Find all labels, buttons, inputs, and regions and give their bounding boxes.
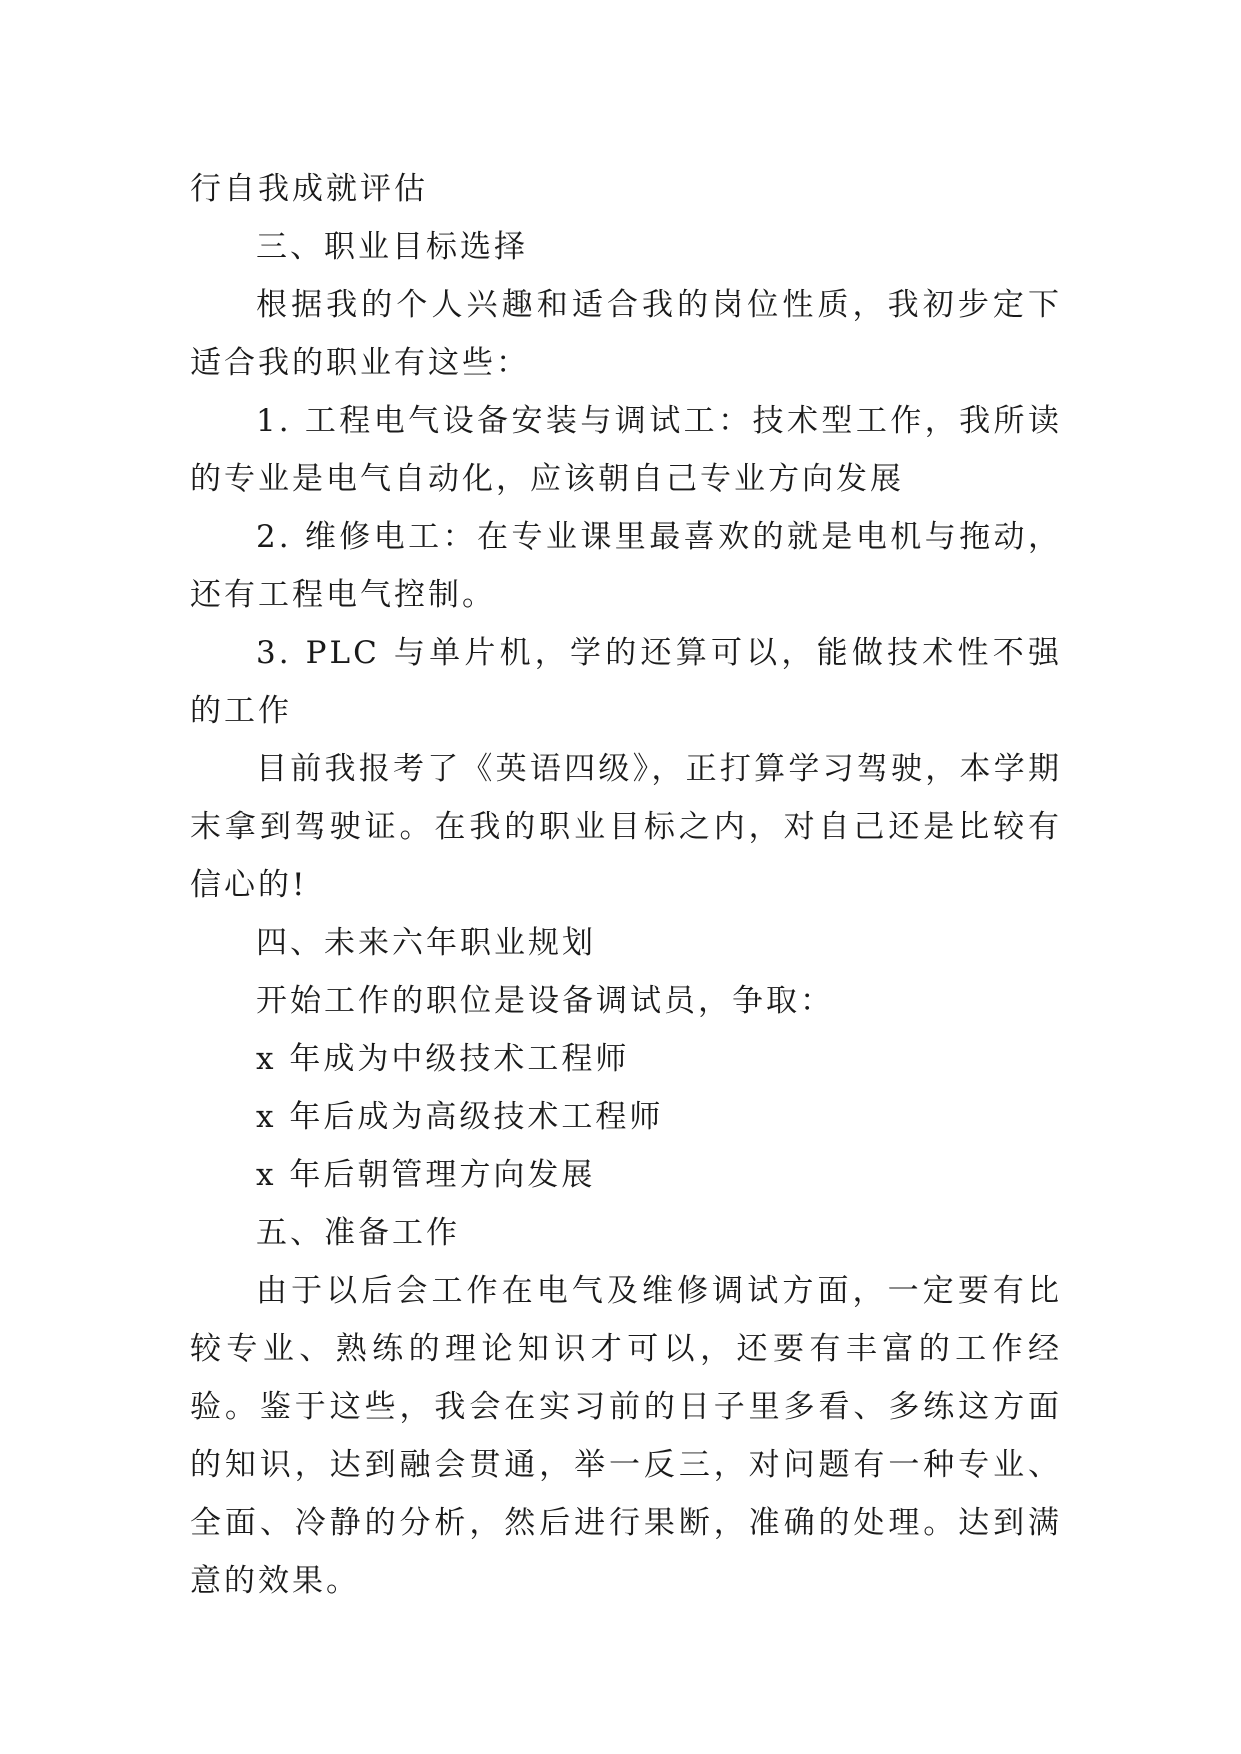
paragraph-career-intro: 根据我的个人兴趣和适合我的岗位性质，我初步定下适合我的职业有这些： (190, 287, 1062, 381)
section-heading-career-goal: 三、职业目标选择 (256, 229, 528, 265)
paragraph-preparation: 由于以后会工作在电气及维修调试方面，一定要有比较专业、熟练的理论知识才可以，还要有丰富的工作经验。鉴于这些，我会在实习前的日子里多看、多练这方面的知识，达到融会贯通，举一反三，对问题有一种专业、全面、冷静的分析，然后进行果断，准确的处理。达到满意的效果。 (190, 1273, 1062, 1599)
paragraph-current-plans: 目前我报考了《英语四级》，正打算学习驾驶，本学期末拿到驾驶证。在我的职业目标之内，对自己还是比较有信心的! (190, 751, 1062, 903)
list-item-3: 3. PLC 与单片机，学的还算可以，能做技术性不强的工作 (190, 635, 1062, 729)
section-heading-six-year-plan: 四、未来六年职业规划 (256, 925, 596, 961)
section-heading-preparation: 五、准备工作 (256, 1215, 460, 1251)
list-item-1: 1. 工程电气设备安装与调试工：技术型工作，我所读的专业是电气自动化，应该朝自己专业方向发展 (190, 403, 1062, 497)
document-body (190, 160, 1062, 1610)
list-item-2: 2. 维修电工：在专业课里最喜欢的就是电机与拖动，还有工程电气控制。 (190, 519, 1062, 613)
paragraph-continuation: 行自我成就评估 (190, 171, 428, 207)
plan-step-3: x 年后朝管理方向发展 (256, 1157, 596, 1193)
plan-step-1: x 年成为中级技术工程师 (256, 1041, 630, 1077)
plan-step-2: x 年后成为高级技术工程师 (256, 1099, 664, 1135)
paragraph-first-position: 开始工作的职位是设备调试员，争取： (256, 983, 834, 1019)
